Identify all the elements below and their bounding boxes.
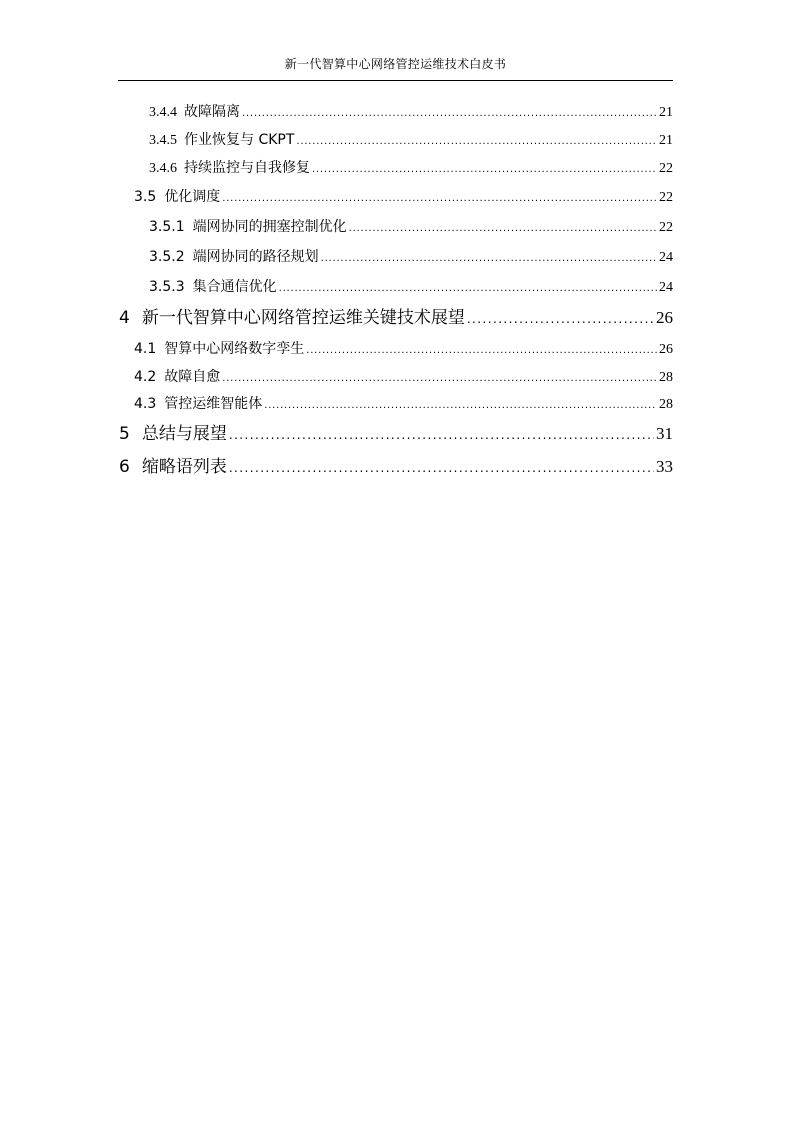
toc-entry-page: 22 xyxy=(659,161,673,176)
toc-entry-title: 故障隔离 xyxy=(184,104,240,120)
toc-entry-number: 3.4.6 xyxy=(149,161,177,176)
toc-entry[interactable] xyxy=(134,188,673,208)
toc-entry-title: 优化调度 xyxy=(164,189,221,205)
dot-leader xyxy=(264,395,657,415)
toc-entry[interactable] xyxy=(119,423,673,446)
dot-leader xyxy=(296,131,657,151)
toc-entry-page: 21 xyxy=(659,105,673,120)
toc-entry-title: 缩略语列表 xyxy=(141,457,227,477)
toc-entry-number: 4 xyxy=(119,308,130,328)
toc-entry-number: 3.4.5 xyxy=(149,133,177,148)
toc-entry-page: 22 xyxy=(659,190,673,205)
toc-entry-number: 4.2 xyxy=(134,369,157,385)
toc-entry[interactable] xyxy=(149,103,673,123)
dot-leader xyxy=(279,278,657,298)
running-header: 新一代智算中心网络管控运维技术白皮书 xyxy=(284,57,507,71)
toc-entry-title: 端网协同的拥塞控制优化 xyxy=(192,219,347,235)
toc-entry[interactable] xyxy=(149,159,673,179)
toc-entry-page: 24 xyxy=(659,280,673,295)
toc-entry-page: 31 xyxy=(656,424,673,443)
dot-leader xyxy=(349,218,657,238)
toc-entry-page: 22 xyxy=(659,220,673,235)
toc-entry[interactable] xyxy=(119,307,673,330)
toc-entry-title: 端网协同的路径规划 xyxy=(192,249,319,265)
toc-entry-title: 作业恢复与 CKPT xyxy=(184,132,295,148)
toc-entry-number: 3.5.3 xyxy=(149,279,185,295)
dot-leader xyxy=(222,188,657,208)
toc-entry[interactable] xyxy=(149,248,673,268)
dot-leader xyxy=(306,340,657,360)
dot-leader xyxy=(229,456,654,479)
toc-entry-number: 4.3 xyxy=(134,396,157,412)
toc-entry-title: 智算中心网络数字孪生 xyxy=(164,341,305,357)
toc-entry-number: 4.1 xyxy=(134,341,157,357)
toc-entry[interactable] xyxy=(134,368,673,388)
toc-entry[interactable] xyxy=(119,456,673,479)
toc-entry-title: 集合通信优化 xyxy=(192,279,277,295)
header-rule xyxy=(118,80,673,81)
toc-entry-page: 33 xyxy=(656,457,673,476)
toc-entry[interactable] xyxy=(149,278,673,298)
toc-entry[interactable] xyxy=(149,131,673,151)
toc-entry[interactable] xyxy=(134,340,673,360)
toc-entry-title: 故障自愈 xyxy=(164,369,221,385)
toc-entry-page: 21 xyxy=(659,133,673,148)
toc-entry[interactable] xyxy=(134,395,673,415)
toc-entry-page: 28 xyxy=(659,397,673,412)
toc-entry-number: 3.5.2 xyxy=(149,249,185,265)
toc-entry-title: 新一代智算中心网络管控运维关键技术展望 xyxy=(141,308,465,328)
toc-entry-title: 管控运维智能体 xyxy=(164,396,263,412)
dot-leader xyxy=(467,307,654,330)
dot-leader xyxy=(222,368,657,388)
dot-leader xyxy=(229,423,654,446)
toc-entry-page: 28 xyxy=(659,370,673,385)
toc-entry-number: 5 xyxy=(119,424,130,444)
toc-entry-page: 26 xyxy=(659,342,673,357)
dot-leader xyxy=(312,159,657,179)
toc-entry-title: 总结与展望 xyxy=(141,424,227,444)
toc-entry-number: 3.5 xyxy=(134,189,157,205)
dot-leader xyxy=(321,248,657,268)
toc-entry-page: 24 xyxy=(659,250,673,265)
dot-leader xyxy=(242,103,657,123)
toc-entry-number: 6 xyxy=(119,457,130,477)
toc-entry-number: 3.4.4 xyxy=(149,105,177,120)
toc-entry-title: 持续监控与自我修复 xyxy=(184,160,310,176)
toc-entry-page: 26 xyxy=(656,308,673,327)
toc-entry-number: 3.5.1 xyxy=(149,219,185,235)
toc-entry[interactable] xyxy=(149,218,673,238)
